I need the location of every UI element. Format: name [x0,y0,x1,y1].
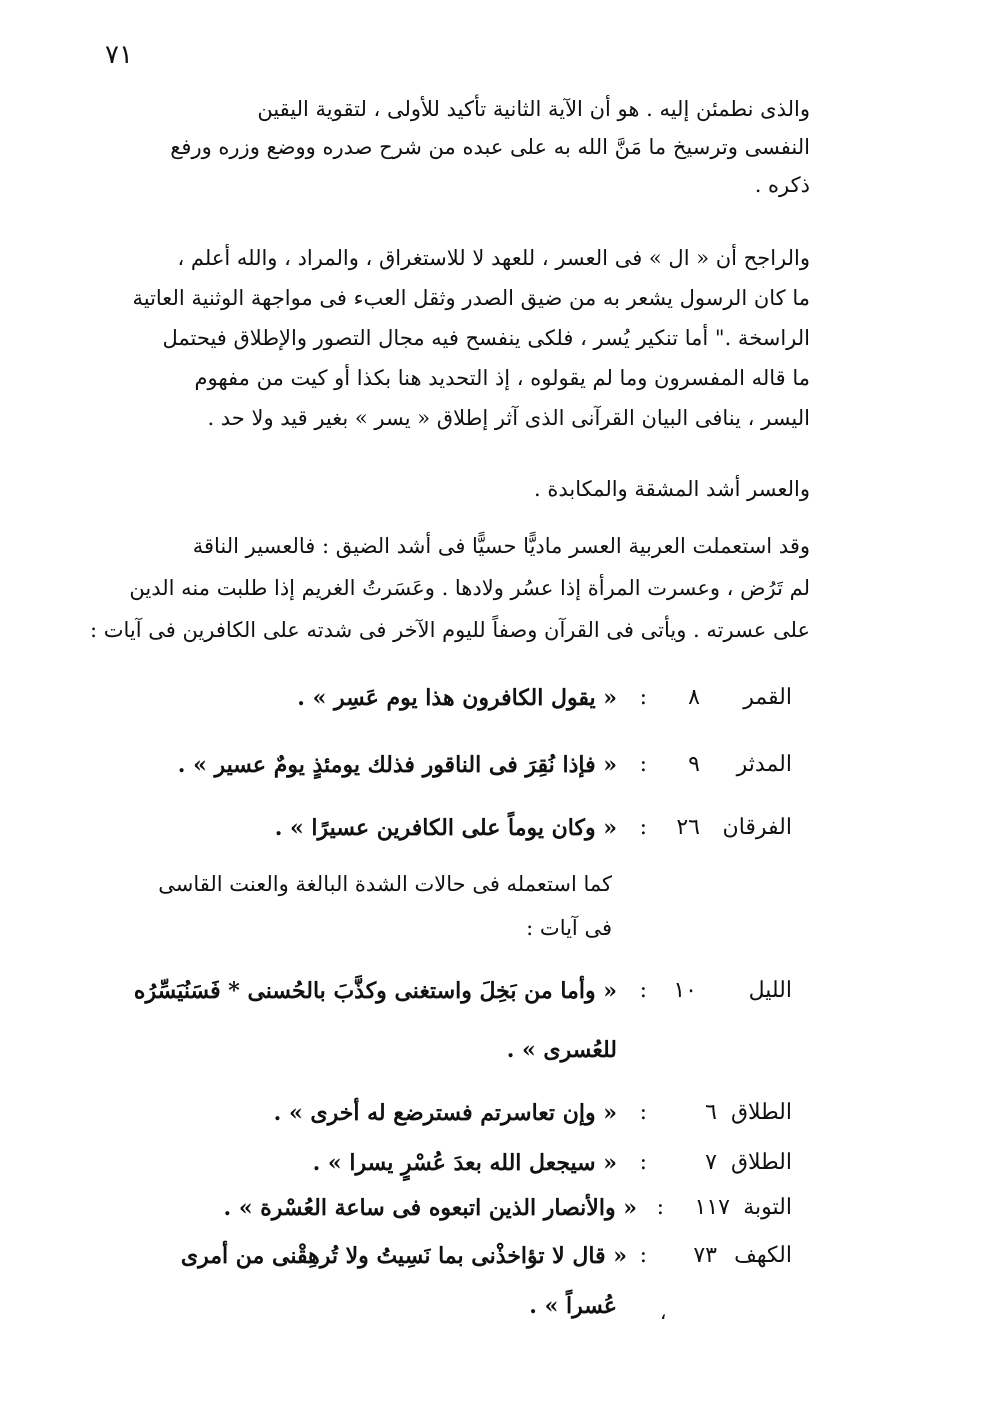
verse-row [100,1150,792,1180]
verse-number: ٨ [688,685,700,710]
margin-mark: ، [660,1300,667,1324]
paragraph-line: على عسرته . ويأتى فى القرآن وصفاً لليوم الآخر فى شدته على الكافرين فى آيات : [89,618,810,642]
verse-colon: : [639,1150,647,1175]
verse-colon: : [639,978,647,1003]
verse-text: عُسراً » . [529,1293,617,1319]
verse-text: « فإذا نُقِرَ فى الناقور فذلك يومئذٍ يومٌ عسير » . [177,752,617,778]
verse-row [140,815,792,845]
verse-continuation [100,1037,617,1067]
interlude-line: كما استعمله فى حالات الشدة البالغة والعنت القاسى [158,872,612,896]
paragraph-line: الراسخة ." أما تنكير يُسر ، فلكى ينفسح فيه مجال التصور والإطلاق فيحتمل [162,326,810,350]
interlude-line: فى آيات : [526,916,612,940]
paragraph-line: وقد استعملت العربية العسر ماديًّا حسيًّا فى أشد الضيق : فالعسير الناقة [192,534,810,558]
verse-sura: الكهف [734,1243,792,1268]
paragraph-line: النفسى وترسيخ ما مَنَّ الله به على عبده من شرح صدره ووضع وزره ورفع [170,135,810,159]
verse-colon: : [639,685,647,710]
verse-number: ٩ [688,752,700,777]
verse-number: ١٠ [673,978,697,1003]
verse-number: ٦ [705,1100,717,1125]
verse-sura: الفرقان [722,815,792,840]
paragraph-line: لم تَرُض ، وعسرت المرأة إذا عسُر ولادها . وعَسَرتُ الغريم إذا طلبت منه الدين [129,576,810,600]
paragraph-line: والراجح أن « ال » فى العسر ، للعهد لا للاستغراق ، والمراد ، والله أعلم ، [177,246,810,270]
verse-text: « وأما من بَخِلَ واستغنى وكذَّبَ بالحُسنى * فَسَنُيَسِّرُه [133,978,617,1004]
verse-colon: : [639,752,647,777]
verse-row [100,1243,792,1273]
verse-number: ٢٦ [676,815,700,840]
paragraph-2 [102,238,810,438]
paragraph-line: والعسر أشد المشقة والمكابدة . [533,477,810,501]
verse-row [140,752,792,782]
verse-row [100,1195,792,1225]
verse-row-layl [100,978,792,1008]
page-number: ٧١ [105,40,133,70]
verse-number: ٧ [705,1150,717,1175]
verse-text: « سيجعل الله بعدَ عُسْرٍ يسرا » . [312,1150,617,1176]
interlude-text [158,862,612,950]
paragraph-3 [102,470,810,508]
verse-text: « وإن تعاسرتم فسترضع له أخرى » . [273,1100,617,1126]
verse-sura: الليل [748,978,792,1003]
verse-text: « وكان يوماً على الكافرين عسيرًا » . [274,815,617,841]
verse-row [100,1100,792,1130]
verse-text: « يقول الكافرون هذا يوم عَسِر » . [297,685,617,711]
verse-colon: : [639,815,647,840]
verse-text: للعُسرى » . [506,1037,617,1063]
verse-number: ١١٧ [694,1195,730,1220]
paragraph-4 [89,525,810,651]
verse-sura: المدثر [736,752,792,777]
paragraph-line: ما قاله المفسرون وما لم يقولوه ، إذ التحديد هنا بكذا أو كيت من مفهوم [194,366,810,390]
paragraph-line: اليسر ، ينافى البيان القرآنى الذى آثر إطلاق « يسر » بغير قيد ولا حد . [207,406,810,430]
paragraph-1 [102,90,810,204]
paragraph-line: والذى نطمئن إليه . هو أن الآية الثانية تأكيد للأولى ، لتقوية اليقين [257,97,810,121]
verse-sura: التوبة [743,1195,792,1220]
paragraph-line: ما كان الرسول يشعر به من ضيق الصدر وثقل العبء فى مواجهة الوثنية العاتية [132,286,810,310]
paragraph-line: ذكره . [754,173,810,197]
verse-colon: : [639,1100,647,1125]
verse-sura: الطلاق [730,1100,792,1125]
verse-colon: : [639,1243,647,1268]
verse-text: « والأنصار الذين اتبعوه فى ساعة العُسْرة » . [223,1195,637,1221]
verse-number: ٧٣ [693,1243,717,1268]
verse-row [140,685,792,715]
verse-sura: الطلاق [730,1150,792,1175]
verse-sura: القمر [743,685,792,710]
verse-text: « قال لا تؤاخذْنى بما نَسِيتُ ولا تُرهِقْنى من أمرى [180,1243,627,1269]
verse-colon: : [656,1195,664,1220]
verse-continuation [100,1293,617,1323]
